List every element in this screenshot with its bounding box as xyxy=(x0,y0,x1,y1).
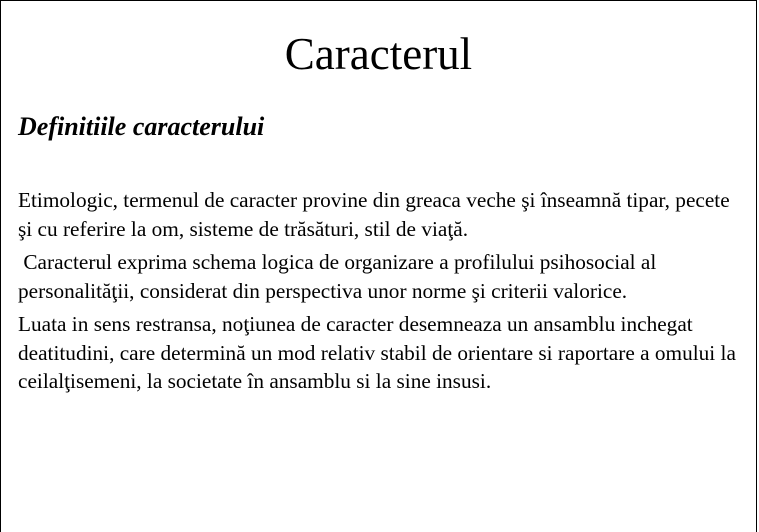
slide-title: Caracterul xyxy=(284,29,473,79)
paragraph-schema: Caracterul exprima schema logica de organizare a profilului psihosocial al personalităţii, considerat din perspectiva unor norme şi criterii valorice. xyxy=(18,250,662,303)
paragraph-narrow-sense: Luata in sens restransa, noţiunea de caracter desemneaza un ansamblu inchegat deatitudini, care determină un mod relativ stabil de orientare si raportare a omului la ceilalţisemeni, la societate în ansamblu si la sine insusi. xyxy=(18,312,742,393)
paragraph-etymology: Etimologic, termenul de caracter provine din greaca veche şi înseamnă tipar, pecete şi cu referire la om, sisteme de trăsături, stil de viaţă. xyxy=(18,188,735,241)
slide-body xyxy=(18,186,742,401)
slide-subtitle: Definitiile caracterului xyxy=(18,112,265,141)
